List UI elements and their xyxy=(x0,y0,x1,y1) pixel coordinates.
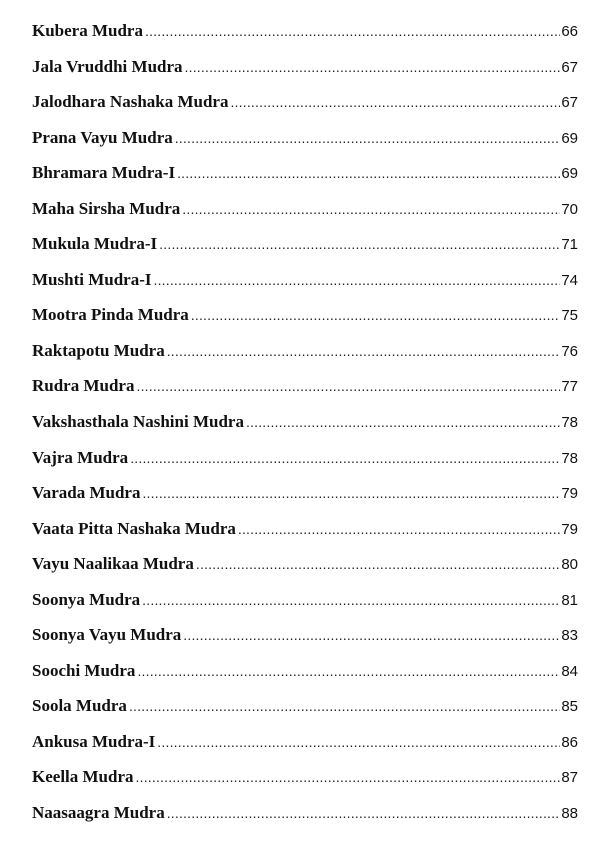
toc-entry-page: 71 xyxy=(561,236,578,254)
toc-entry[interactable] xyxy=(32,49,578,85)
toc-entry-page: 85 xyxy=(561,698,578,716)
dot-leader xyxy=(129,689,560,725)
toc-entry-page: 69 xyxy=(561,129,578,147)
dot-leader xyxy=(159,227,560,263)
toc-entry-title: Prana Vayu Mudra xyxy=(32,127,173,147)
toc-entry-page: 67 xyxy=(561,94,578,112)
toc-entry[interactable] xyxy=(32,13,578,49)
dot-leader xyxy=(185,50,561,86)
toc-entry-title: Rudra Mudra xyxy=(32,376,135,396)
toc-entry[interactable] xyxy=(32,511,578,547)
toc-entry[interactable] xyxy=(32,653,578,689)
dot-leader xyxy=(175,121,561,157)
dot-leader xyxy=(167,796,561,832)
dot-leader xyxy=(136,369,560,405)
toc-entry-page: 74 xyxy=(561,271,578,289)
toc-entry-page: 78 xyxy=(561,414,578,432)
toc-entry[interactable] xyxy=(32,795,578,831)
toc-entry[interactable] xyxy=(32,475,578,511)
toc-entry-title: Jalodhara Nashaka Mudra xyxy=(32,92,229,112)
toc-entry[interactable] xyxy=(32,582,578,618)
toc-entry-page: 66 xyxy=(561,23,578,40)
toc-entry-title: Mushti Mudra-I xyxy=(32,269,152,289)
dot-leader xyxy=(145,14,560,50)
toc-entry-title: Raktapotu Mudra xyxy=(32,340,165,360)
toc-entry-title: Vakshasthala Nashini Mudra xyxy=(32,412,244,432)
toc-entry-page: 79 xyxy=(561,520,578,538)
toc-entry[interactable] xyxy=(32,84,578,120)
toc-entry-page: 86 xyxy=(561,733,578,751)
toc-entry[interactable] xyxy=(32,297,578,333)
table-of-contents xyxy=(32,13,578,831)
toc-entry[interactable] xyxy=(32,368,578,404)
toc-entry-title: Soonya Mudra xyxy=(32,589,141,609)
dot-leader xyxy=(230,85,560,121)
toc-entry-title: Ankusa Mudra-I xyxy=(32,731,156,751)
toc-entry-page: 76 xyxy=(561,342,578,360)
toc-entry[interactable] xyxy=(32,440,578,476)
toc-entry[interactable] xyxy=(32,617,578,653)
toc-entry[interactable] xyxy=(32,262,578,298)
toc-entry-page: 88 xyxy=(561,805,578,823)
toc-entry[interactable] xyxy=(32,155,578,191)
toc-entry[interactable] xyxy=(32,333,578,369)
toc-entry-title: Vayu Naalikaa Mudra xyxy=(32,554,194,574)
toc-entry-title: Soonya Vayu Mudra xyxy=(32,625,182,645)
dot-leader xyxy=(238,512,560,548)
toc-entry[interactable] xyxy=(32,404,578,440)
toc-entry[interactable] xyxy=(32,688,578,724)
toc-entry[interactable] xyxy=(32,759,578,795)
dot-leader xyxy=(136,760,561,796)
toc-entry-page: 80 xyxy=(561,556,578,574)
dot-leader xyxy=(167,334,561,370)
toc-entry-title: Vajra Mudra xyxy=(32,447,129,467)
toc-entry-title: Varada Mudra xyxy=(32,483,141,503)
dot-leader xyxy=(142,476,560,512)
toc-entry-title: Soochi Mudra xyxy=(32,660,136,680)
toc-entry-title: Jala Vruddhi Mudra xyxy=(32,56,183,76)
dot-leader xyxy=(182,192,560,228)
toc-entry-page: 78 xyxy=(561,449,578,467)
toc-entry-title: Bhramara Mudra-I xyxy=(32,163,176,183)
toc-entry[interactable] xyxy=(32,191,578,227)
toc-entry-page: 77 xyxy=(561,378,578,396)
dot-leader xyxy=(196,547,560,583)
toc-entry-title: Soola Mudra xyxy=(32,696,127,716)
toc-entry[interactable] xyxy=(32,546,578,582)
dot-leader xyxy=(246,405,560,441)
toc-entry-title: Naasaagra Mudra xyxy=(32,803,165,823)
dot-leader xyxy=(191,298,561,334)
toc-entry-title: Keella Mudra xyxy=(32,767,134,787)
toc-entry-page: 75 xyxy=(561,307,578,325)
dot-leader xyxy=(183,618,560,654)
toc-entry-page: 79 xyxy=(561,485,578,503)
toc-entry-title: Maha Sirsha Mudra xyxy=(32,198,181,218)
toc-entry-page: 81 xyxy=(561,591,578,609)
toc-entry-page: 70 xyxy=(561,200,578,218)
toc-entry-title: Kubera Mudra xyxy=(32,21,143,40)
toc-entry-page: 83 xyxy=(561,627,578,645)
toc-entry-title: Mukula Mudra-I xyxy=(32,234,158,254)
toc-entry-page: 67 xyxy=(561,58,578,76)
dot-leader xyxy=(130,441,560,477)
toc-entry-page: 84 xyxy=(561,662,578,680)
toc-entry-page: 69 xyxy=(561,165,578,183)
dot-leader xyxy=(137,654,560,690)
toc-entry-title: Vaata Pitta Nashaka Mudra xyxy=(32,518,236,538)
dot-leader xyxy=(142,583,560,619)
dot-leader xyxy=(177,156,560,192)
toc-entry[interactable] xyxy=(32,120,578,156)
dot-leader xyxy=(157,725,560,761)
toc-entry[interactable] xyxy=(32,724,578,760)
toc-entry[interactable] xyxy=(32,226,578,262)
dot-leader xyxy=(153,263,560,299)
toc-entry-page: 87 xyxy=(561,769,578,787)
toc-entry-title: Mootra Pinda Mudra xyxy=(32,305,189,325)
